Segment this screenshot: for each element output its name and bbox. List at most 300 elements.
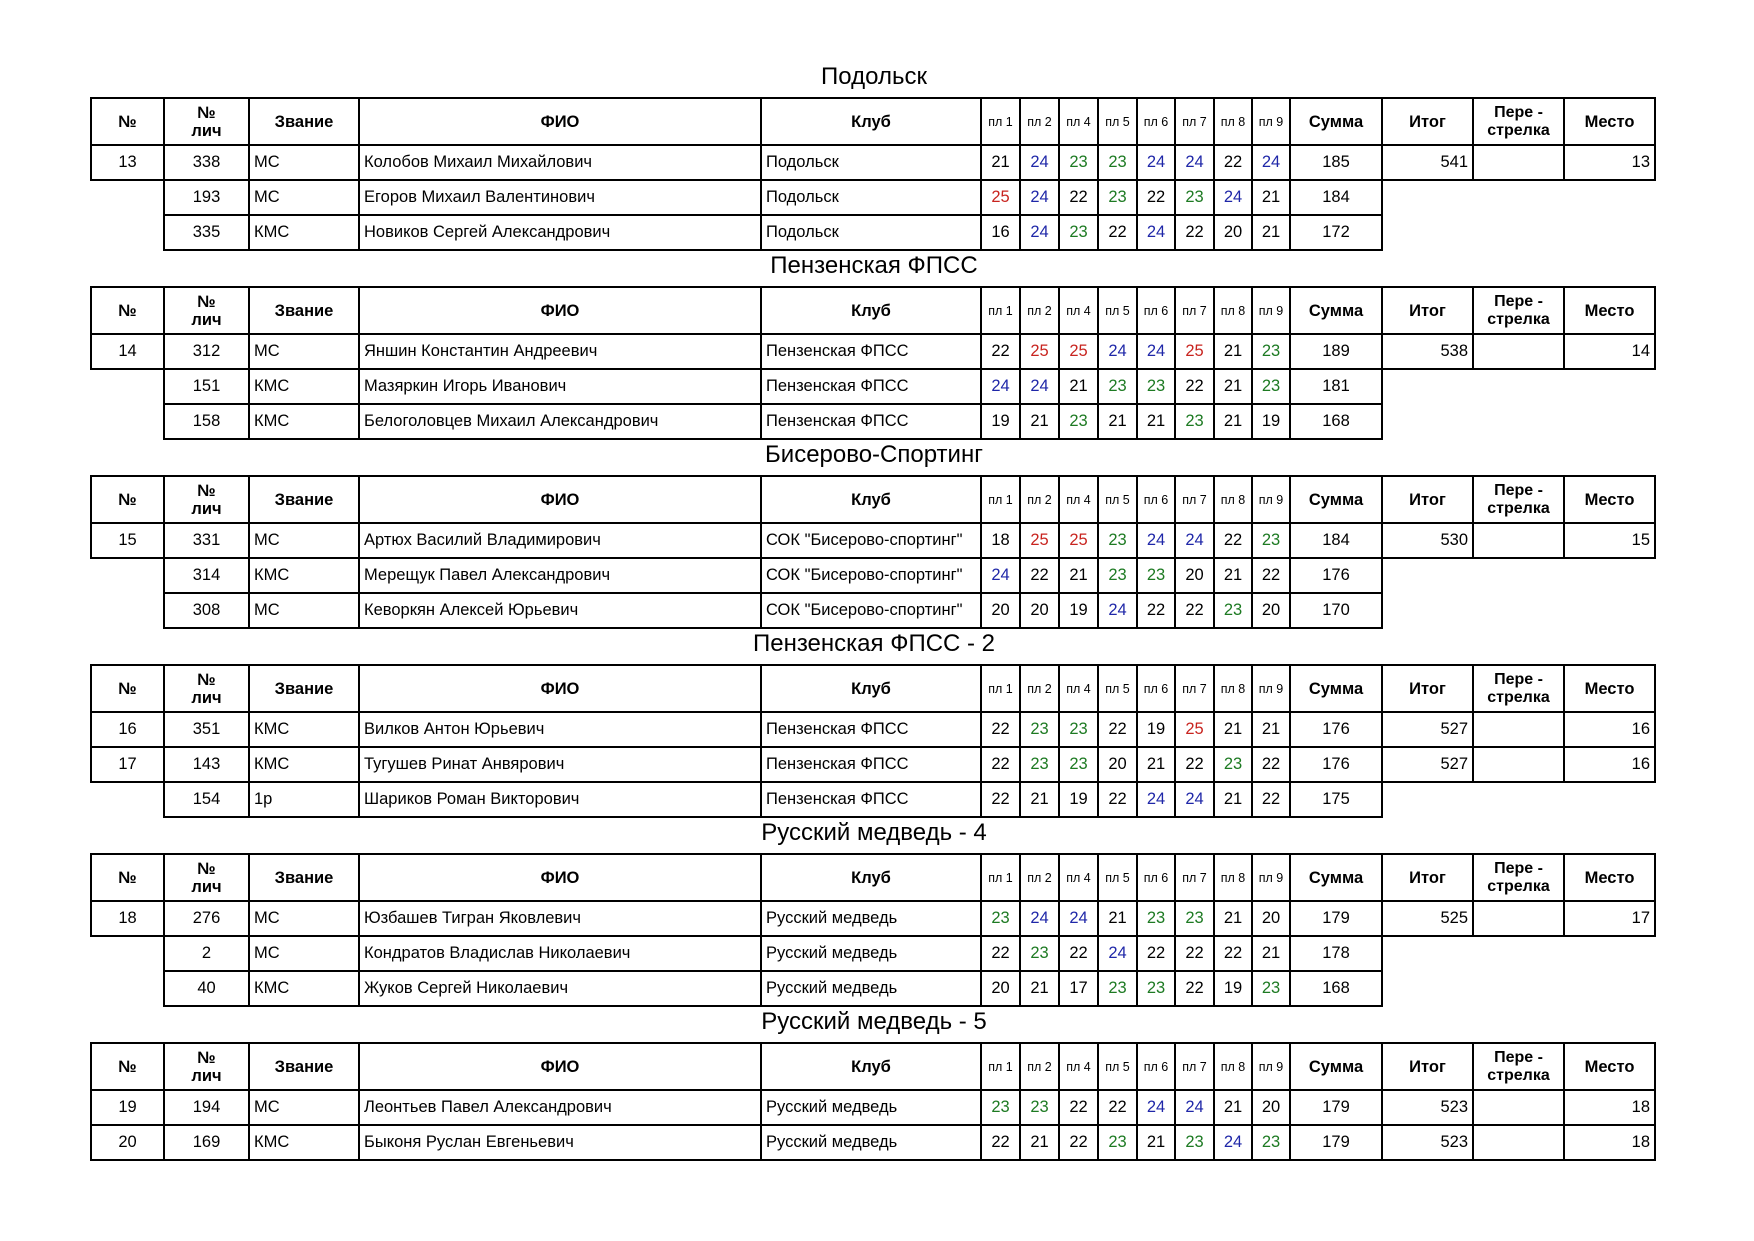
header-series: пл 7 [1175, 1043, 1214, 1090]
series-score: 16 [981, 215, 1020, 250]
series-score: 19 [1214, 971, 1252, 1006]
rank: КМС [249, 971, 359, 1006]
table-row [91, 558, 1655, 593]
series-score: 24 [1175, 1090, 1214, 1125]
series-score: 19 [1059, 593, 1098, 628]
rank: МС [249, 901, 359, 936]
team-number: 18 [91, 901, 164, 936]
series-score: 23 [1098, 523, 1137, 558]
header-row [91, 1043, 1655, 1090]
series-score: 22 [1175, 971, 1214, 1006]
place [1564, 369, 1655, 404]
header-shootoff: Пере - стрелка [1473, 287, 1564, 334]
sum: 176 [1290, 558, 1382, 593]
series-score: 22 [1020, 558, 1059, 593]
team-total [1382, 558, 1473, 593]
header-series: пл 6 [1137, 287, 1175, 334]
team-total [1382, 593, 1473, 628]
header-series: пл 5 [1098, 1043, 1137, 1090]
series-score: 23 [1214, 747, 1252, 782]
team-number: 19 [91, 1090, 164, 1125]
header-series: пл 4 [1059, 854, 1098, 901]
table-row [91, 215, 1655, 250]
team-number [91, 180, 164, 215]
series-score: 21 [1098, 404, 1137, 439]
header-series: пл 2 [1020, 1043, 1059, 1090]
series-score: 24 [1175, 782, 1214, 817]
shooter-name: Тугушев Ринат Анвярович [359, 747, 761, 782]
table-row [91, 180, 1655, 215]
header-series: пл 2 [1020, 665, 1059, 712]
table-row [91, 782, 1655, 817]
team-total [1382, 369, 1473, 404]
place [1564, 404, 1655, 439]
series-score: 23 [1059, 747, 1098, 782]
header-rank: Звание [249, 476, 359, 523]
header-place: Место [1564, 287, 1655, 334]
series-score: 24 [1137, 334, 1175, 369]
series-score: 24 [981, 369, 1020, 404]
sum: 176 [1290, 712, 1382, 747]
header-sum: Сумма [1290, 287, 1382, 334]
shooter-name: Кондратов Владислав Николаевич [359, 936, 761, 971]
personal-number: 2 [164, 936, 249, 971]
sum: 189 [1290, 334, 1382, 369]
club: Пензенская ФПСС [761, 712, 981, 747]
series-score: 23 [1059, 404, 1098, 439]
team-results-table [90, 853, 1656, 1007]
shootoff [1473, 1090, 1564, 1125]
club: Русский медведь [761, 936, 981, 971]
series-score: 22 [1252, 747, 1290, 782]
team-results-table [90, 664, 1656, 818]
series-score: 24 [1175, 523, 1214, 558]
header-club: Клуб [761, 98, 981, 145]
series-score: 22 [1252, 558, 1290, 593]
header-place: Место [1564, 1043, 1655, 1090]
personal-number: 40 [164, 971, 249, 1006]
header-series: пл 4 [1059, 476, 1098, 523]
shooter-name: Белоголовцев Михаил Александрович [359, 404, 761, 439]
header-series: пл 7 [1175, 854, 1214, 901]
club: Русский медведь [761, 971, 981, 1006]
shooter-name: Шариков Роман Викторович [359, 782, 761, 817]
series-score: 22 [1175, 215, 1214, 250]
header-shootoff: Пере - стрелка [1473, 476, 1564, 523]
header-series: пл 8 [1214, 854, 1252, 901]
series-score: 24 [1214, 1125, 1252, 1160]
header-series: пл 6 [1137, 1043, 1175, 1090]
series-score: 21 [1059, 369, 1098, 404]
personal-number: 276 [164, 901, 249, 936]
header-series: пл 2 [1020, 854, 1059, 901]
sum: 181 [1290, 369, 1382, 404]
team-title: Русский медведь - 5 [761, 1008, 987, 1035]
series-score: 25 [1059, 334, 1098, 369]
header-series: пл 2 [1020, 287, 1059, 334]
header-club: Клуб [761, 287, 981, 334]
series-score: 23 [1175, 404, 1214, 439]
shootoff [1473, 593, 1564, 628]
series-score: 19 [1059, 782, 1098, 817]
shooter-name: Жуков Сергей Николаевич [359, 971, 761, 1006]
personal-number: 158 [164, 404, 249, 439]
shooter-name: Мерещук Павел Александрович [359, 558, 761, 593]
club: Подольск [761, 180, 981, 215]
place [1564, 180, 1655, 215]
series-score: 21 [1214, 558, 1252, 593]
club: Пензенская ФПСС [761, 334, 981, 369]
series-score: 24 [1137, 1090, 1175, 1125]
shootoff [1473, 747, 1564, 782]
series-score: 23 [1137, 901, 1175, 936]
header-series: пл 1 [981, 854, 1020, 901]
header-place: Место [1564, 98, 1655, 145]
header-sum: Сумма [1290, 854, 1382, 901]
series-score: 23 [1020, 712, 1059, 747]
series-score: 22 [981, 712, 1020, 747]
shooter-name: Кеворкян Алексей Юрьевич [359, 593, 761, 628]
header-club: Клуб [761, 476, 981, 523]
series-score: 22 [981, 936, 1020, 971]
table-row [91, 747, 1655, 782]
series-score: 23 [1098, 971, 1137, 1006]
series-score: 25 [1059, 523, 1098, 558]
personal-number: 331 [164, 523, 249, 558]
series-score: 21 [1020, 404, 1059, 439]
shootoff [1473, 971, 1564, 1006]
series-score: 24 [1020, 180, 1059, 215]
shooter-name: Быконя Руслан Евгеньевич [359, 1125, 761, 1160]
series-score: 23 [1059, 712, 1098, 747]
header-series: пл 5 [1098, 98, 1137, 145]
series-score: 24 [1137, 215, 1175, 250]
series-score: 21 [1214, 1090, 1252, 1125]
series-score: 23 [1020, 1090, 1059, 1125]
header-shootoff: Пере - стрелка [1473, 1043, 1564, 1090]
team-number: 15 [91, 523, 164, 558]
header-series: пл 4 [1059, 98, 1098, 145]
header-series: пл 4 [1059, 665, 1098, 712]
header-series: пл 9 [1252, 665, 1290, 712]
sum: 179 [1290, 1125, 1382, 1160]
series-score: 20 [981, 971, 1020, 1006]
series-score: 22 [1214, 523, 1252, 558]
series-score: 22 [981, 1125, 1020, 1160]
place: 14 [1564, 334, 1655, 369]
series-score: 22 [1214, 145, 1252, 180]
team-total: 523 [1382, 1125, 1473, 1160]
personal-number: 194 [164, 1090, 249, 1125]
series-score: 22 [1098, 782, 1137, 817]
rank: КМС [249, 712, 359, 747]
shooter-name: Вилков Антон Юрьевич [359, 712, 761, 747]
header-sum: Сумма [1290, 665, 1382, 712]
header-series: пл 5 [1098, 854, 1137, 901]
shootoff [1473, 180, 1564, 215]
series-score: 21 [1020, 1125, 1059, 1160]
sum: 185 [1290, 145, 1382, 180]
header-series: пл 5 [1098, 665, 1137, 712]
header-club: Клуб [761, 1043, 981, 1090]
header-total: Итог [1382, 476, 1473, 523]
series-score: 21 [1214, 369, 1252, 404]
personal-number: 169 [164, 1125, 249, 1160]
rank: КМС [249, 215, 359, 250]
header-name: ФИО [359, 854, 761, 901]
series-score: 23 [1137, 369, 1175, 404]
place: 15 [1564, 523, 1655, 558]
series-score: 22 [1214, 936, 1252, 971]
series-score: 24 [1137, 145, 1175, 180]
header-series: пл 9 [1252, 98, 1290, 145]
sum: 175 [1290, 782, 1382, 817]
team-number [91, 593, 164, 628]
series-score: 22 [1252, 782, 1290, 817]
series-score: 19 [981, 404, 1020, 439]
header-personal-num: № лич [164, 287, 249, 334]
series-score: 23 [1098, 145, 1137, 180]
shooter-name: Леонтьев Павел Александрович [359, 1090, 761, 1125]
table-row [91, 404, 1655, 439]
shootoff [1473, 523, 1564, 558]
series-score: 21 [1214, 334, 1252, 369]
series-score: 23 [1137, 558, 1175, 593]
header-series: пл 1 [981, 1043, 1020, 1090]
club: СОК "Бисерово-спортинг" [761, 523, 981, 558]
header-personal-num: № лич [164, 665, 249, 712]
team-results-table [90, 286, 1656, 440]
header-series: пл 6 [1137, 854, 1175, 901]
rank: КМС [249, 558, 359, 593]
header-sum: Сумма [1290, 1043, 1382, 1090]
series-score: 23 [1175, 1125, 1214, 1160]
series-score: 21 [1137, 1125, 1175, 1160]
header-row [91, 476, 1655, 523]
series-score: 20 [1098, 747, 1137, 782]
series-score: 21 [1137, 404, 1175, 439]
shootoff [1473, 936, 1564, 971]
series-score: 22 [1059, 1090, 1098, 1125]
rank: МС [249, 145, 359, 180]
header-series: пл 8 [1214, 1043, 1252, 1090]
rank: МС [249, 936, 359, 971]
personal-number: 312 [164, 334, 249, 369]
shootoff [1473, 712, 1564, 747]
series-score: 21 [1252, 215, 1290, 250]
header-rank: Звание [249, 287, 359, 334]
series-score: 22 [981, 747, 1020, 782]
series-score: 25 [1175, 712, 1214, 747]
series-score: 23 [1252, 369, 1290, 404]
personal-number: 193 [164, 180, 249, 215]
personal-number: 338 [164, 145, 249, 180]
header-total: Итог [1382, 287, 1473, 334]
club: СОК "Бисерово-спортинг" [761, 558, 981, 593]
place [1564, 558, 1655, 593]
series-score: 23 [1252, 523, 1290, 558]
table-row [91, 1125, 1655, 1160]
sum: 179 [1290, 901, 1382, 936]
shootoff [1473, 145, 1564, 180]
club: СОК "Бисерово-спортинг" [761, 593, 981, 628]
place: 16 [1564, 747, 1655, 782]
place [1564, 936, 1655, 971]
series-score: 19 [1252, 404, 1290, 439]
series-score: 23 [1098, 558, 1137, 593]
series-score: 25 [981, 180, 1020, 215]
header-series: пл 1 [981, 98, 1020, 145]
shootoff [1473, 901, 1564, 936]
series-score: 20 [1252, 593, 1290, 628]
series-score: 24 [1098, 334, 1137, 369]
team-title: Подольск [821, 63, 927, 90]
header-club: Клуб [761, 854, 981, 901]
club: Русский медведь [761, 1125, 981, 1160]
series-score: 24 [1098, 593, 1137, 628]
series-score: 21 [1252, 936, 1290, 971]
club: Русский медведь [761, 901, 981, 936]
header-series: пл 7 [1175, 98, 1214, 145]
header-num: № [91, 665, 164, 712]
series-score: 21 [1020, 782, 1059, 817]
header-shootoff: Пере - стрелка [1473, 98, 1564, 145]
series-score: 24 [1020, 215, 1059, 250]
header-series: пл 9 [1252, 1043, 1290, 1090]
series-score: 22 [1175, 593, 1214, 628]
series-score: 23 [1098, 369, 1137, 404]
series-score: 23 [1059, 215, 1098, 250]
place: 18 [1564, 1125, 1655, 1160]
series-score: 25 [1175, 334, 1214, 369]
personal-number: 154 [164, 782, 249, 817]
team-total [1382, 936, 1473, 971]
series-score: 21 [981, 145, 1020, 180]
rank: КМС [249, 369, 359, 404]
header-series: пл 4 [1059, 287, 1098, 334]
series-score: 21 [1252, 180, 1290, 215]
header-total: Итог [1382, 98, 1473, 145]
header-club: Клуб [761, 665, 981, 712]
header-place: Место [1564, 476, 1655, 523]
series-score: 23 [1252, 334, 1290, 369]
shootoff [1473, 782, 1564, 817]
rank: МС [249, 593, 359, 628]
sum: 179 [1290, 1090, 1382, 1125]
team-total: 541 [1382, 145, 1473, 180]
team-number [91, 782, 164, 817]
team-total: 527 [1382, 712, 1473, 747]
header-place: Место [1564, 665, 1655, 712]
series-score: 21 [1137, 747, 1175, 782]
series-score: 20 [1020, 593, 1059, 628]
series-score: 21 [1214, 404, 1252, 439]
table-row [91, 369, 1655, 404]
series-score: 19 [1137, 712, 1175, 747]
table-row [91, 1090, 1655, 1125]
personal-number: 151 [164, 369, 249, 404]
header-series: пл 5 [1098, 476, 1137, 523]
personal-number: 308 [164, 593, 249, 628]
header-num: № [91, 1043, 164, 1090]
series-score: 23 [1020, 936, 1059, 971]
header-personal-num: № лич [164, 1043, 249, 1090]
header-place: Место [1564, 854, 1655, 901]
place [1564, 971, 1655, 1006]
series-score: 20 [1214, 215, 1252, 250]
header-num: № [91, 476, 164, 523]
header-name: ФИО [359, 287, 761, 334]
place [1564, 215, 1655, 250]
series-score: 21 [1252, 712, 1290, 747]
header-rank: Звание [249, 854, 359, 901]
header-sum: Сумма [1290, 98, 1382, 145]
sum: 176 [1290, 747, 1382, 782]
header-shootoff: Пере - стрелка [1473, 854, 1564, 901]
team-number: 20 [91, 1125, 164, 1160]
series-score: 22 [1175, 936, 1214, 971]
series-score: 22 [1137, 936, 1175, 971]
shootoff [1473, 404, 1564, 439]
series-score: 22 [1098, 215, 1137, 250]
shootoff [1473, 215, 1564, 250]
header-name: ФИО [359, 1043, 761, 1090]
personal-number: 351 [164, 712, 249, 747]
rank: 1р [249, 782, 359, 817]
header-series: пл 6 [1137, 665, 1175, 712]
sum: 170 [1290, 593, 1382, 628]
series-score: 22 [1175, 369, 1214, 404]
sum: 178 [1290, 936, 1382, 971]
team-number: 16 [91, 712, 164, 747]
team-title: Пензенская ФПСС - 2 [752, 630, 996, 657]
place: 17 [1564, 901, 1655, 936]
series-score: 22 [1059, 1125, 1098, 1160]
rank: МС [249, 334, 359, 369]
header-personal-num: № лич [164, 476, 249, 523]
rank: МС [249, 180, 359, 215]
series-score: 20 [1252, 901, 1290, 936]
series-score: 23 [981, 1090, 1020, 1125]
series-score: 20 [981, 593, 1020, 628]
header-series: пл 5 [1098, 287, 1137, 334]
personal-number: 314 [164, 558, 249, 593]
header-series: пл 1 [981, 665, 1020, 712]
place [1564, 593, 1655, 628]
series-score: 22 [1137, 180, 1175, 215]
header-series: пл 9 [1252, 287, 1290, 334]
team-number [91, 971, 164, 1006]
personal-number: 143 [164, 747, 249, 782]
series-score: 23 [1214, 593, 1252, 628]
header-rank: Звание [249, 1043, 359, 1090]
series-score: 17 [1059, 971, 1098, 1006]
sum: 172 [1290, 215, 1382, 250]
series-score: 21 [1020, 971, 1059, 1006]
team-results-table [90, 1042, 1656, 1161]
series-score: 24 [1098, 936, 1137, 971]
team-title: Бисерово-Спортинг [765, 441, 983, 468]
series-score: 24 [1059, 901, 1098, 936]
team-title: Пензенская ФПСС [770, 252, 978, 279]
series-score: 20 [1175, 558, 1214, 593]
personal-number: 335 [164, 215, 249, 250]
header-series: пл 2 [1020, 98, 1059, 145]
place: 16 [1564, 712, 1655, 747]
series-score: 22 [981, 782, 1020, 817]
team-total [1382, 782, 1473, 817]
series-score: 23 [1137, 971, 1175, 1006]
